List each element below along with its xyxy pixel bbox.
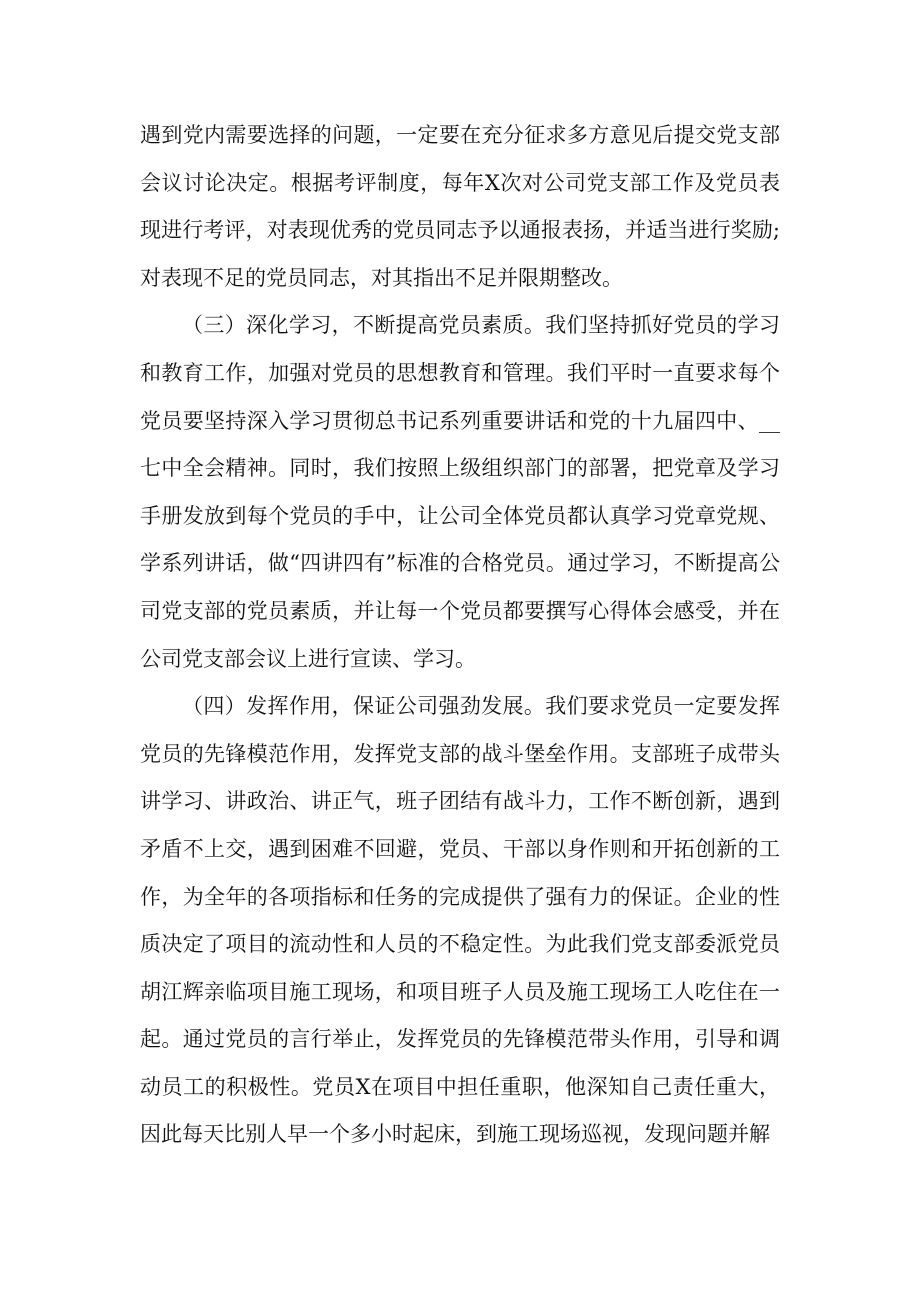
paragraph-section-three: （三）深化学习，不断提高党员素质。我们坚持抓好党员的学习和教育工作，加强对党员的思想教育和管理。我们平时一直要求每个党员要坚持深入学习贯彻总书记系列重要讲话和党的十九届四中、__七中全会精神。同时，我们按照上级组织部门的部署，把党章及学习手册发放到每个党员的手中，让公司全体党员都认真学习党章党规、学系列讲话，做“四讲四有”标准的合格党员。通过学习，不断提高公司党支部的党员素质，并让每一个党员都要撰写心得体会感受，并在公司党支部会议上进行宣读、学习。 bbox=[140, 313, 780, 671]
document-body bbox=[140, 112, 780, 1159]
paragraph-continuation: 遇到党内需要选择的问题，一定要在充分征求多方意见后提交党支部会议讨论决定。根据考评制度，每年X次对公司党支部工作及党员表现进行考评，对表现优秀的党员同志予以通报表扬，并适当进行奖励;对表现不足的党员同志，对其指出不足并限期整改。 bbox=[140, 123, 780, 290]
paragraph-section-four: （四）发挥作用，保证公司强劲发展。我们要求党员一定要发挥党员的先锋模范作用，发挥党支部的战斗堡垒作用。支部班子成带头讲学习、讲政治、讲正气，班子团结有战斗力，工作不断创新，遇到矛盾不上交，遇到困难不回避，党员、干部以身作则和开拓创新的工作，为全年的各项指标和任务的完成提供了强有力的保证。企业的性质决定了项目的流动性和人员的不稳定性。为此我们党支部委派党员胡江辉亲临项目施工现场，和项目班子人员及施工现场工人吃住在一起。通过党员的言行举止，发挥党员的先锋模范带头作用，引导和调动员工的积极性。党员X在项目中担任重职，他深知自己责任重大，因此每天比别人早一个多小时起床，到施工现场巡视，发现问题并解 bbox=[140, 694, 780, 1147]
